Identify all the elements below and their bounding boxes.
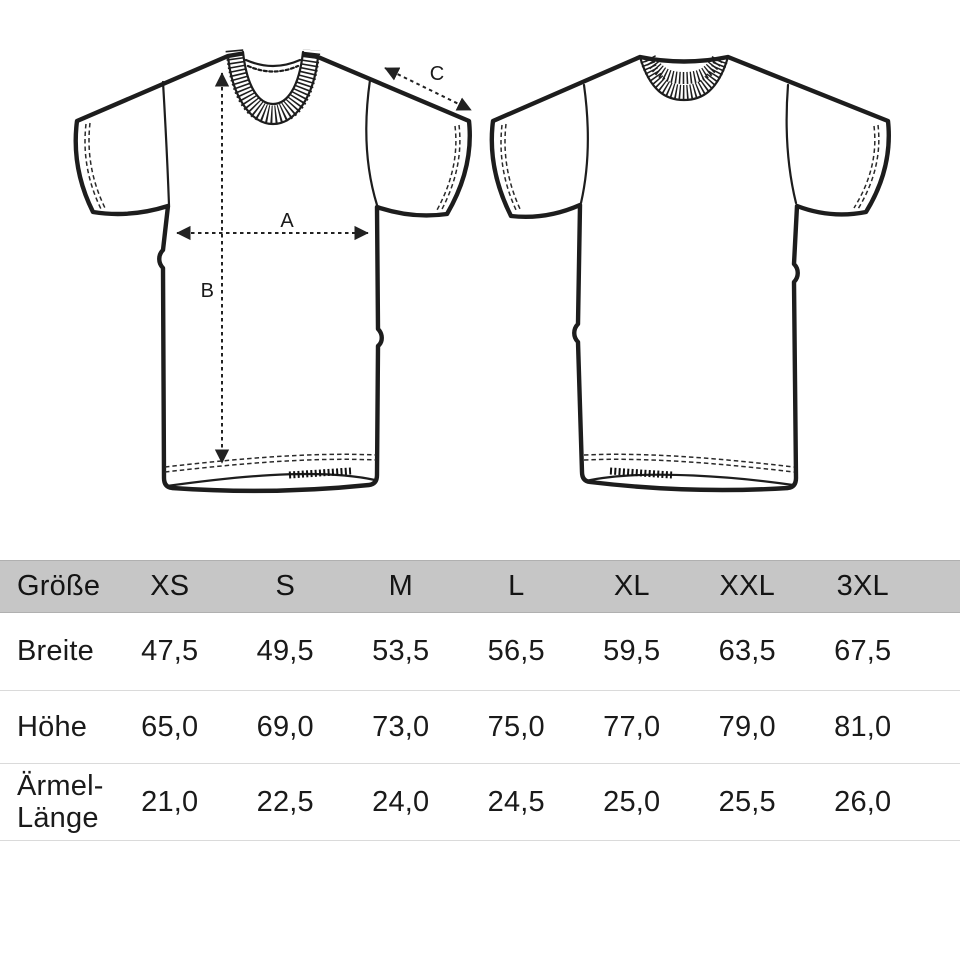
measure-label-a: A: [280, 210, 294, 232]
header-cell-l: L: [508, 570, 525, 602]
row-label-hoehe: Höhe: [17, 710, 88, 743]
size-value-cell: 67,5: [834, 635, 892, 667]
table-row-hoehe: [0, 691, 960, 764]
size-value-cell: 65,0: [141, 710, 199, 743]
size-value-cell: 24,5: [487, 785, 545, 818]
back-shirt-drawing: [492, 57, 889, 490]
front-shirt-outline: [76, 52, 470, 491]
size-value-cell: 24,0: [372, 785, 430, 818]
size-value-cell: 63,5: [718, 635, 776, 667]
header-cell-xs: XS: [150, 570, 190, 602]
size-value-cell: 25,0: [603, 785, 661, 818]
size-value-cell: 26,0: [834, 785, 892, 818]
back-hem-zigzag: [610, 471, 672, 475]
size-value-cell: 53,5: [372, 635, 430, 667]
size-value-cell: 56,5: [487, 635, 545, 667]
measure-label-b: B: [200, 280, 214, 302]
size-value-cell: 79,0: [718, 710, 776, 743]
front-hem-zigzag: [289, 471, 351, 475]
size-value-cell: 81,0: [834, 710, 892, 743]
size-value-cell: 59,5: [603, 635, 661, 667]
size-value-cell: 49,5: [256, 635, 314, 667]
row-label-breite: Breite: [17, 635, 94, 668]
size-table-header: [0, 560, 960, 613]
header-cell-3xl: 3XL: [836, 570, 889, 602]
header-cell-xl: XL: [613, 570, 650, 602]
size-table: [0, 560, 960, 841]
measure-label-c: C: [429, 63, 445, 85]
size-value-cell: 75,0: [487, 710, 545, 743]
front-shirt-drawing: [76, 48, 470, 491]
size-value-cell: 25,5: [718, 785, 776, 818]
size-value-cell: 69,0: [256, 710, 314, 743]
table-row-breite: [0, 613, 960, 691]
size-value-cell: 47,5: [141, 635, 199, 667]
size-value-cell: 21,0: [141, 785, 199, 818]
table-row-aermel-laenge: [0, 764, 960, 841]
header-cell-s: S: [275, 570, 296, 602]
row-label-aermel-laenge: Ärmel-Länge: [17, 769, 104, 834]
header-cell-m: M: [388, 570, 413, 602]
size-value-cell: 73,0: [372, 710, 430, 743]
header-cell-xxl: XXL: [719, 570, 775, 602]
header-cell-groesse: Größe: [17, 570, 101, 603]
back-shirt-outline: [492, 57, 889, 490]
size-value-cell: 77,0: [603, 710, 661, 743]
size-value-cell: 22,5: [256, 785, 314, 818]
